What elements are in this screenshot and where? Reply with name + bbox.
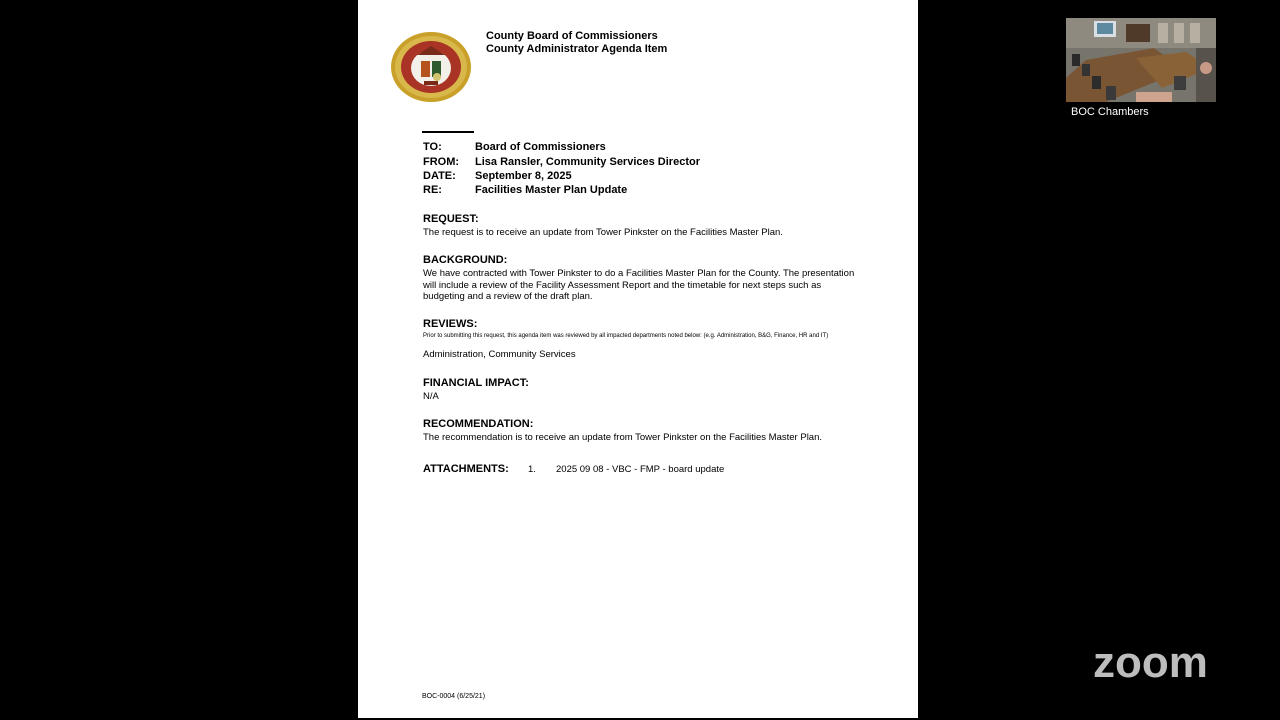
header-title-line-2: County Administrator Agenda Item [486,43,668,55]
participant-video-tile[interactable] [1066,18,1216,102]
memo-key: FROM: [423,156,460,168]
memo-key: TO: [423,141,442,153]
attachments-heading: ATTACHMENTS: [423,463,509,475]
recommendation-heading: RECOMMENDATION: [423,418,534,430]
attachment-number: 1. [528,464,536,475]
memo-value: Facilities Master Plan Update [475,184,628,196]
memo-value: September 8, 2025 [475,170,572,182]
recommendation-text: The recommendation is to receive an update from Tower Pinkster on the Facilities Master Plan. [423,432,823,443]
financial-impact-text: N/A [423,391,439,402]
memo-value: Board of Commissioners [475,141,606,153]
memo-key: RE: [423,184,442,196]
attachment-name: 2025 09 08 - VBC - FMP - board update [556,464,725,475]
memo-row-to [423,141,606,154]
participant-name-label: BOC Chambers [1071,106,1149,118]
zoom-logo [1093,641,1233,685]
financial-impact-heading: FINANCIAL IMPACT: [423,377,529,389]
memo-key: DATE: [423,170,456,182]
reviews-note: Prior to submitting this request, this agenda item was reviewed by all impacted departments noted below: (e.g. Administration, B&G, Finance, HR and IT) [423,333,829,339]
memo-divider [422,131,474,133]
reviews-heading: REVIEWS: [423,318,478,330]
header-title-line-1: County Board of Commissioners [486,30,658,42]
attachments-row [423,459,724,477]
room-video-image [1066,18,1216,102]
reviews-text: Administration, Community Services [423,349,576,360]
background-heading: BACKGROUND: [423,254,508,266]
request-heading: REQUEST: [423,213,479,225]
memo-row-re [423,184,627,197]
county-seal-logo [390,31,472,103]
background-text: We have contracted with Tower Pinkster to do a Facilities Master Plan for the County. The presentation will include a review of the Facility Assessment Report and the timetable for next steps such as budgeting and a review of the draft plan. [423,268,855,302]
form-code: BOC-0004 (6/25/21) [422,693,486,700]
zoom-logo-text: zoom [1093,641,1208,685]
memo-value: Lisa Ransler, Community Services Director [475,156,700,168]
shared-document-page [358,0,918,718]
memo-row-date [423,170,572,183]
memo-row-from [423,156,700,169]
request-text: The request is to receive an update from Tower Pinkster on the Facilities Master Plan. [423,227,783,238]
